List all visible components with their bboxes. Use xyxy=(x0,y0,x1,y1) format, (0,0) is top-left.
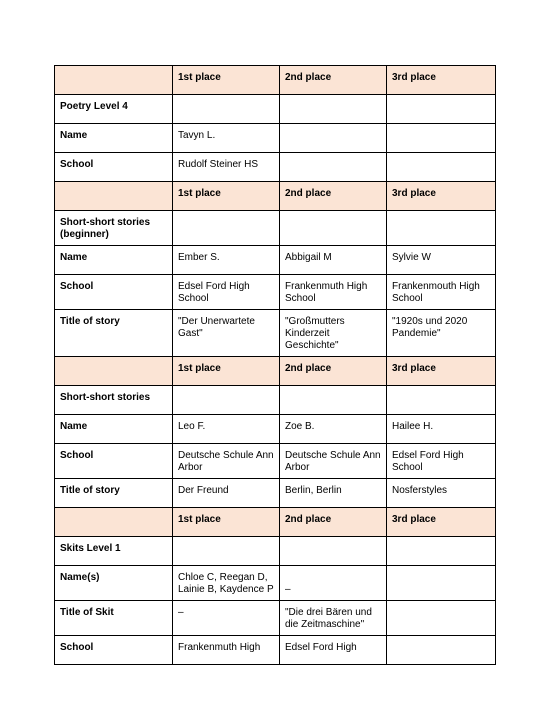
school-cell: Frankenmuth High School xyxy=(280,275,387,310)
empty-cell xyxy=(387,386,496,415)
school-cell xyxy=(280,153,387,182)
empty-cell xyxy=(387,95,496,124)
place-header: 2nd place xyxy=(280,357,387,386)
school-cell: Rudolf Steiner HS xyxy=(173,153,280,182)
empty-cell xyxy=(173,537,280,566)
school-cell: Edsel Ford High School xyxy=(387,444,496,479)
place-header: 2nd place xyxy=(280,66,387,95)
row-label: Name xyxy=(55,246,173,275)
skit-title-cell xyxy=(387,601,496,636)
name-cell: Abbigail M xyxy=(280,246,387,275)
name-row xyxy=(55,124,496,153)
empty-cell xyxy=(280,95,387,124)
place-header: 2nd place xyxy=(280,508,387,537)
story-title-cell: "Der Unerwartete Gast" xyxy=(173,310,280,357)
school-row xyxy=(55,636,496,665)
row-label: Title of story xyxy=(55,479,173,508)
row-label: School xyxy=(55,444,173,479)
name-cell: Sylvie W xyxy=(387,246,496,275)
empty-cell xyxy=(55,508,173,537)
empty-cell xyxy=(280,211,387,246)
place-header: 1st place xyxy=(173,182,280,211)
place-header: 1st place xyxy=(173,357,280,386)
name-cell: Tavyn L. xyxy=(173,124,280,153)
category-row xyxy=(55,95,496,124)
school-cell xyxy=(387,153,496,182)
empty-cell xyxy=(387,537,496,566)
row-label: Title of Skit xyxy=(55,601,173,636)
school-row xyxy=(55,153,496,182)
row-label: School xyxy=(55,636,173,665)
category-title: Skits Level 1 xyxy=(55,537,173,566)
place-header: 3rd place xyxy=(387,182,496,211)
awards-table xyxy=(54,65,496,665)
name-cell xyxy=(387,124,496,153)
row-label: Name(s) xyxy=(55,566,173,601)
name-row xyxy=(55,246,496,275)
places-header-row xyxy=(55,66,496,95)
place-header: 3rd place xyxy=(387,66,496,95)
name-cell: – xyxy=(280,566,387,601)
name-cell: Leo F. xyxy=(173,415,280,444)
name-cell: Zoe B. xyxy=(280,415,387,444)
school-row xyxy=(55,275,496,310)
name-cell: Hailee H. xyxy=(387,415,496,444)
empty-cell xyxy=(173,211,280,246)
places-header-row xyxy=(55,508,496,537)
school-cell: Deutsche Schule Ann Arbor xyxy=(173,444,280,479)
school-cell: Deutsche Schule Ann Arbor xyxy=(280,444,387,479)
skit-title-cell: "Die drei Bären und die Zeitmaschine" xyxy=(280,601,387,636)
empty-cell xyxy=(55,66,173,95)
empty-cell xyxy=(173,386,280,415)
name-cell: Ember S. xyxy=(173,246,280,275)
empty-cell xyxy=(280,537,387,566)
name-cell: Chloe C, Reegan D, Lainie B, Kaydence P xyxy=(173,566,280,601)
story-title-row xyxy=(55,310,496,357)
school-row xyxy=(55,444,496,479)
category-row xyxy=(55,537,496,566)
school-cell: Frankenmuth High xyxy=(173,636,280,665)
empty-cell xyxy=(280,386,387,415)
place-header: 1st place xyxy=(173,508,280,537)
row-label: School xyxy=(55,275,173,310)
empty-cell xyxy=(55,182,173,211)
row-label: School xyxy=(55,153,173,182)
empty-cell xyxy=(387,211,496,246)
school-cell: Frankenmouth High School xyxy=(387,275,496,310)
name-row xyxy=(55,415,496,444)
category-row xyxy=(55,211,496,246)
place-header: 3rd place xyxy=(387,508,496,537)
places-header-row xyxy=(55,182,496,211)
skit-title-row xyxy=(55,601,496,636)
category-title: Short-short stories (beginner) xyxy=(55,211,173,246)
empty-cell xyxy=(173,95,280,124)
school-cell: Edsel Ford High School xyxy=(173,275,280,310)
place-header: 3rd place xyxy=(387,357,496,386)
name-cell xyxy=(387,566,496,601)
row-label: Name xyxy=(55,124,173,153)
row-label: Name xyxy=(55,415,173,444)
story-title-cell: Nosferstyles xyxy=(387,479,496,508)
story-title-cell: Berlin, Berlin xyxy=(280,479,387,508)
skit-title-cell: – xyxy=(173,601,280,636)
names-row xyxy=(55,566,496,601)
school-cell xyxy=(387,636,496,665)
empty-cell xyxy=(55,357,173,386)
school-cell: Edsel Ford High xyxy=(280,636,387,665)
story-title-cell: Der Freund xyxy=(173,479,280,508)
place-header: 1st place xyxy=(173,66,280,95)
category-title: Short-short stories xyxy=(55,386,173,415)
story-title-row xyxy=(55,479,496,508)
story-title-cell: "1920s und 2020 Pandemie" xyxy=(387,310,496,357)
category-title: Poetry Level 4 xyxy=(55,95,173,124)
category-row xyxy=(55,386,496,415)
places-header-row xyxy=(55,357,496,386)
place-header: 2nd place xyxy=(280,182,387,211)
story-title-cell: "Großmutters Kinderzeit Geschichte" xyxy=(280,310,387,357)
row-label: Title of story xyxy=(55,310,173,357)
name-cell xyxy=(280,124,387,153)
